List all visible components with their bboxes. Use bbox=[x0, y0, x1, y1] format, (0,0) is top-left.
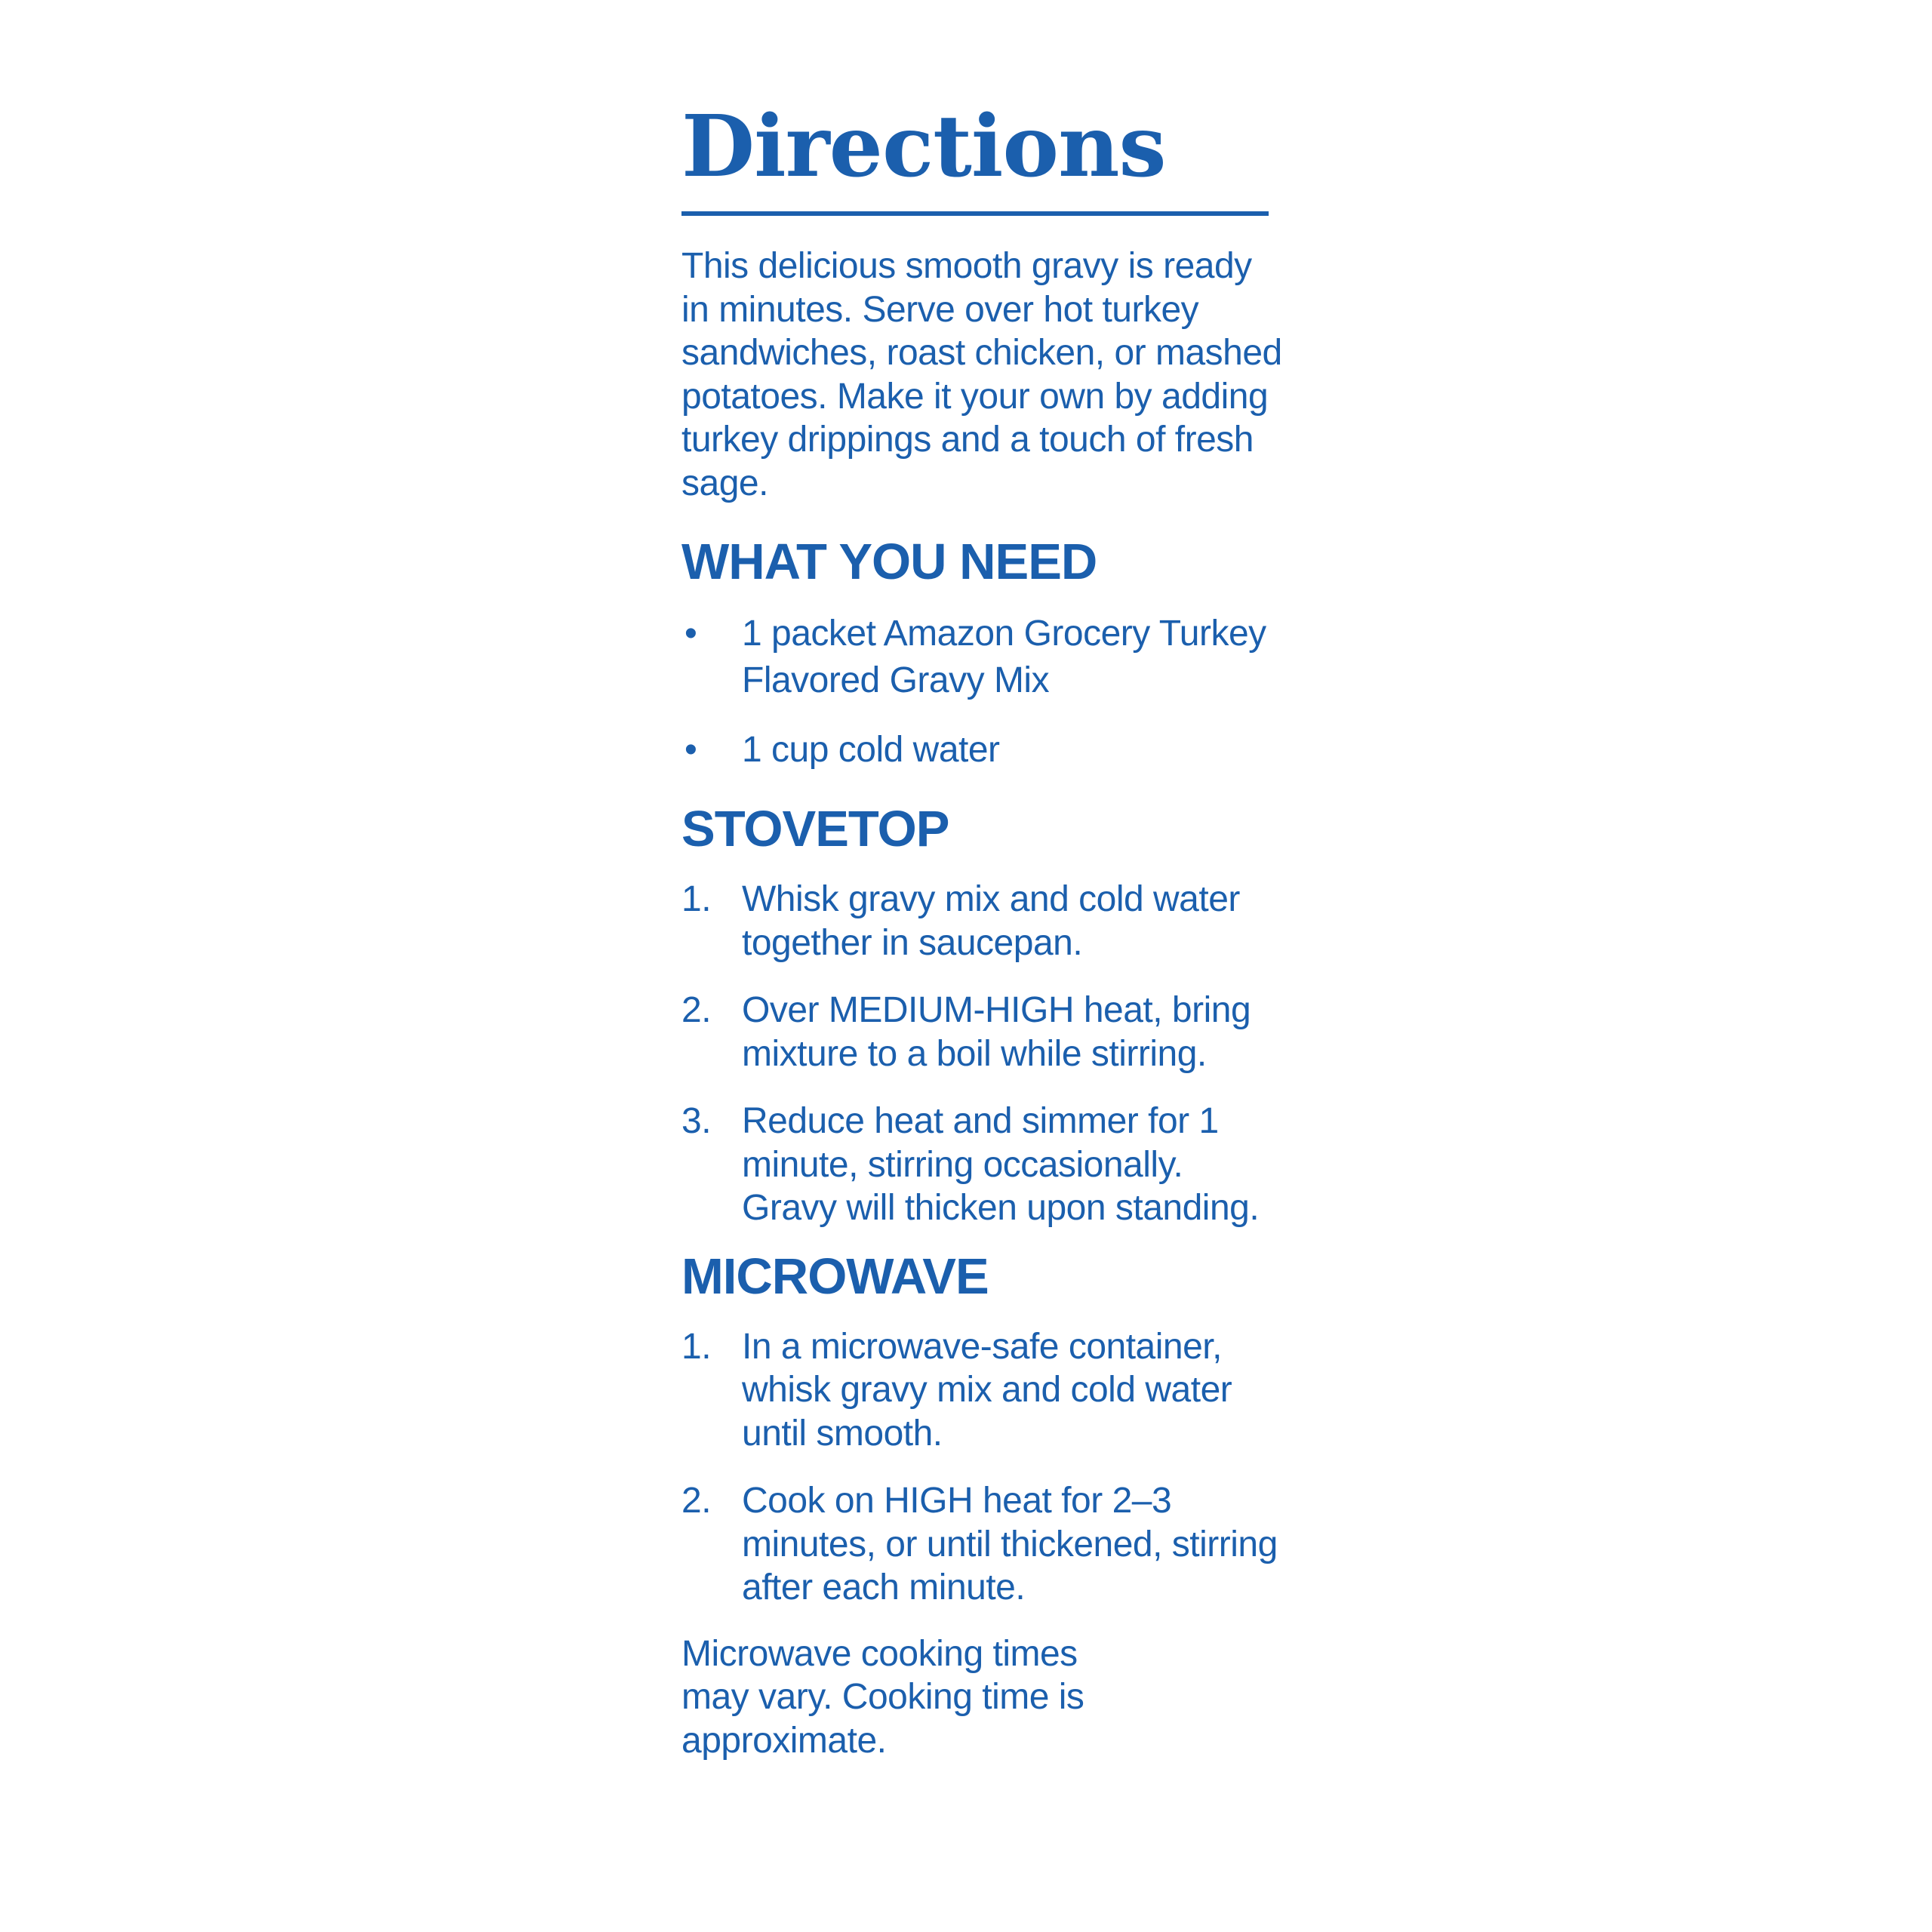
page-title: Directions bbox=[681, 97, 1166, 196]
intro-paragraph: This delicious smooth gravy is ready in minutes. Serve over hot turkey sandwiches, roast chicken, or mashed potatoes. Make it your own by adding turkey drippings and a touch of fresh sage. bbox=[681, 246, 1282, 503]
microwave-note: Microwave cooking times may vary. Cooking time is approximate. bbox=[681, 1633, 1084, 1761]
step-text: Cook on HIGH heat for 2–3 minutes, or until thickened, stirring after each minute. bbox=[742, 1481, 1278, 1607]
directions-panel bbox=[681, 98, 1285, 1762]
microwave-step bbox=[681, 1325, 1285, 1456]
stovetop-step bbox=[681, 1100, 1285, 1230]
step-text: In a microwave-safe container, whisk gravy mix and cold water until smooth. bbox=[742, 1326, 1232, 1454]
bullet-marker: • bbox=[685, 614, 697, 654]
step-number: 1. bbox=[681, 1326, 712, 1367]
ingredient-text: 1 packet Amazon Grocery Turkey Flavored Gravy Mix bbox=[742, 614, 1266, 700]
title-divider bbox=[681, 211, 1269, 216]
stovetop-step bbox=[681, 878, 1285, 964]
what-you-need-heading: WHAT YOU NEED bbox=[681, 534, 1097, 590]
ingredient-item bbox=[681, 611, 1285, 704]
step-number: 3. bbox=[681, 1101, 712, 1141]
step-number: 2. bbox=[681, 1481, 712, 1521]
step-text: Over MEDIUM-HIGH heat, bring mixture to a boil while stirring. bbox=[742, 990, 1251, 1074]
ingredients-list bbox=[681, 611, 1285, 774]
microwave-heading: MICROWAVE bbox=[681, 1247, 989, 1305]
step-text: Whisk gravy mix and cold water together in saucepan. bbox=[742, 879, 1240, 963]
step-text: Reduce heat and simmer for 1 minute, stirring occasionally. Gravy will thicken upon standing. bbox=[742, 1101, 1260, 1228]
microwave-step bbox=[681, 1479, 1285, 1610]
ingredient-text: 1 cup cold water bbox=[742, 730, 1000, 770]
microwave-steps bbox=[681, 1325, 1285, 1610]
stovetop-steps bbox=[681, 878, 1285, 1230]
stovetop-heading: STOVETOP bbox=[681, 801, 949, 857]
ingredient-item bbox=[681, 727, 1285, 774]
step-number: 2. bbox=[681, 990, 712, 1030]
stovetop-step bbox=[681, 989, 1285, 1075]
bullet-marker: • bbox=[685, 730, 697, 770]
step-number: 1. bbox=[681, 879, 712, 919]
